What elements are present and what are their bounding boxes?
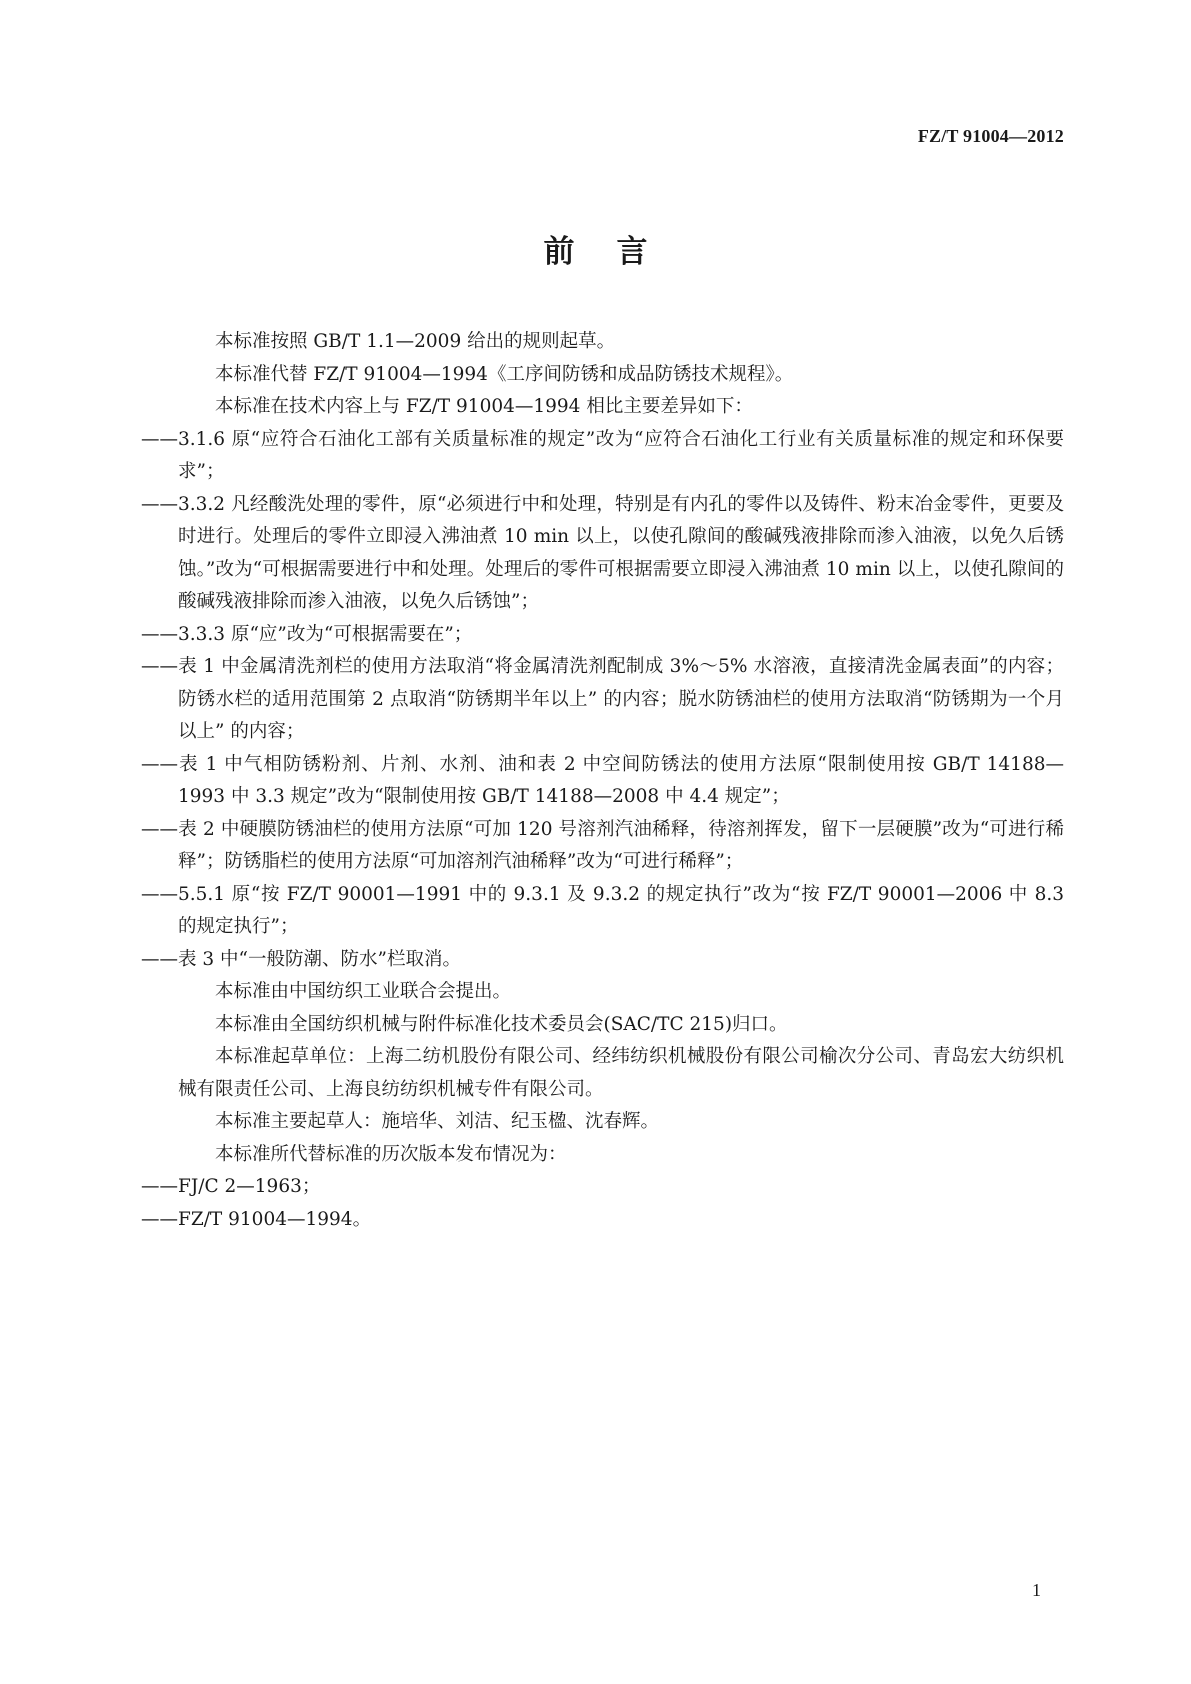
previous-version-item: ——FJ/C 2—1963； — [141, 1176, 321, 1197]
paragraph-drafting-rules: 本标准按照 GB/T 1.1—2009 给出的规则起草。 — [215, 331, 616, 352]
page-number: 1 — [1032, 1580, 1041, 1600]
foreword-body — [141, 326, 1064, 1236]
previous-version-item: ——FZ/T 91004—1994。 — [141, 1208, 372, 1230]
change-item: ——表 3 中“一般防潮、防水”栏取消。 — [141, 948, 461, 970]
change-item: ——3.1.6 原“应符合石油化工部有关质量标准的规定”改为“应符合石油化工行业有关质量标准的规定和环保要求”； — [141, 428, 1064, 482]
paragraph-drafters: 本标准主要起草人：施培华、刘洁、纪玉楹、沈春辉。 — [215, 1111, 660, 1132]
change-item: ——表 1 中金属清洗剂栏的使用方法取消“将金属清洗剂配制成 3%～5% 水溶液，直接清洗金属表面”的内容；防锈水栏的适用范围第 2 点取消“防锈期半年以上” 的内容；脱水防锈油栏的使用方法取消“防锈期为一个月以上” 的内容； — [141, 656, 1064, 742]
paragraph-administered-by: 本标准由全国纺织机械与附件标准化技术委员会(SAC/TC 215)归口。 — [215, 1013, 788, 1035]
change-item: ——3.3.3 原“应”改为“可根据需要在”； — [141, 623, 473, 645]
paragraph-drafting-units: 本标准起草单位：上海二纺机股份有限公司、经纬纺织机械股份有限公司榆次分公司、青岛宏大纺织机械有限责任公司、上海良纺纺织机械专件有限公司。 — [178, 1046, 1064, 1100]
change-item: ——表 1 中气相防锈粉剂、片剂、水剂、油和表 2 中空间防锈法的使用方法原“限制使用按 GB/T 14188—1993 中 3.3 规定”改为“限制使用按 GB/T 14188—2008 中 4.4 规定”； — [141, 753, 1064, 807]
paragraph-proposed-by: 本标准由中国纺织工业联合会提出。 — [215, 981, 512, 1002]
change-item: ——表 2 中硬膜防锈油栏的使用方法原“可加 120 号溶剂汽油稀释，待溶剂挥发，留下一层硬膜”改为“可进行稀释”；防锈脂栏的使用方法原“可加溶剂汽油稀释”改为“可进行稀释”； — [141, 818, 1064, 872]
change-item: ——5.5.1 原“按 FZ/T 90001—1991 中的 9.3.1 及 9.3.2 的规定执行”改为“按 FZ/T 90001—2006 中 8.3 的规定执行”； — [141, 883, 1064, 937]
paragraph-version-history-intro: 本标准所代替标准的历次版本发布情况为： — [215, 1143, 567, 1165]
change-item: ——3.3.2 凡经酸洗处理的零件，原“必须进行中和处理，特别是有内孔的零件以及铸件、粉末冶金零件，更要及时进行。处理后的零件立即浸入沸油煮 10 min 以上，以使孔隙间的酸碱残液排除而渗入油液，以免久后锈蚀。”改为“可根据需要进行中和处理。处理后的零件可根据需要立即浸入沸油煮 10 min 以上，以使孔隙间的酸碱残液排除而渗入油液，以免久后锈蚀”； — [141, 493, 1064, 612]
paragraph-differences-intro: 本标准在技术内容上与 FZ/T 91004—1994 相比主要差异如下： — [215, 396, 753, 417]
page-title: 前言 — [543, 234, 690, 270]
document-code: FZ/T 91004—2012 — [917, 126, 1064, 146]
paragraph-replaces: 本标准代替 FZ/T 91004—1994《工序间防锈和成品防锈技术规程》。 — [215, 363, 794, 385]
